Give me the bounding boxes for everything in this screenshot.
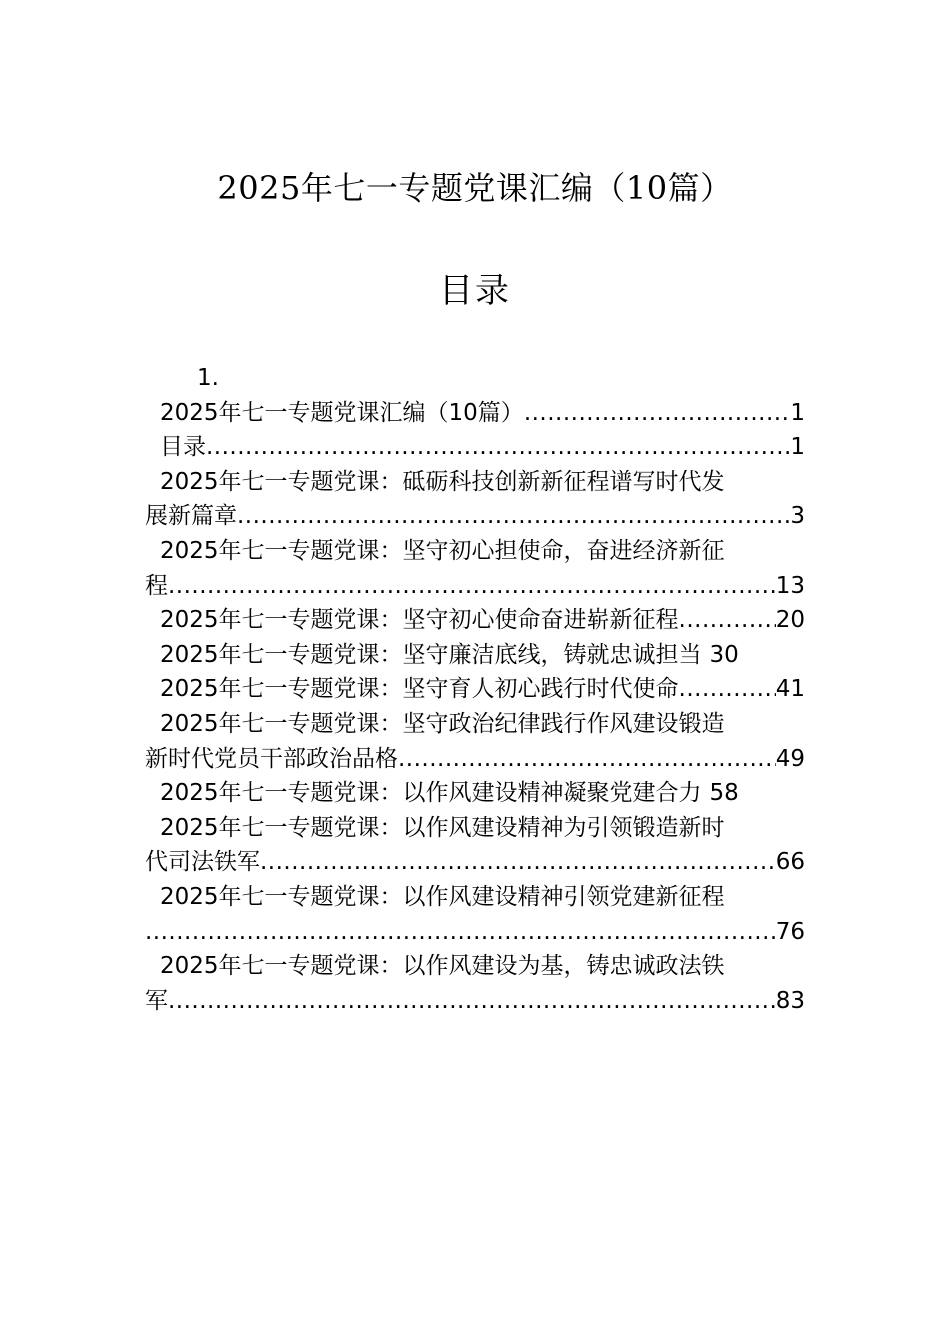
toc-entry[interactable] xyxy=(145,707,805,776)
toc-entry-title-line1: 2025年七一专题党课：坚守政治纪律践行作风建设锻造 xyxy=(160,710,725,737)
toc-entry-page: 3 xyxy=(790,503,805,530)
toc-leader-dots xyxy=(168,984,776,1019)
toc-entry-title-line2: 展新篇章 xyxy=(145,503,237,530)
toc-leader-dots xyxy=(237,499,790,534)
toc-entry[interactable] xyxy=(145,811,805,880)
toc-entry-page: 49 xyxy=(775,745,805,772)
toc-leader-dots xyxy=(398,742,776,777)
toc-entry-title: 2025年七一专题党课：坚守初心使命奋进崭新征程 xyxy=(160,607,679,634)
toc-leader-dots xyxy=(524,396,791,431)
document-title: 2025年七一专题党课汇编（10篇） xyxy=(217,169,733,207)
toc-list-number: 1. xyxy=(197,365,219,391)
toc-entry-page: 76 xyxy=(775,918,805,945)
toc-leader-dots xyxy=(168,569,776,604)
toc-entry-title: 2025年七一专题党课：坚守廉洁底线，铸就忠诚担当 xyxy=(160,641,702,668)
toc-heading: 目录 xyxy=(439,271,511,311)
toc-entry-page: 1 xyxy=(790,434,805,461)
toc-entry-page: 66 xyxy=(775,849,805,876)
toc-entry[interactable] xyxy=(145,776,805,811)
toc-leader-dots xyxy=(679,603,776,638)
toc-entry-title-line2: 军 xyxy=(145,987,168,1014)
toc-entry-page: 30 xyxy=(709,641,739,668)
toc-entry-title-line2: 新时代党员干部政治品格 xyxy=(145,745,398,772)
toc-entry-page: 1 xyxy=(790,399,805,426)
toc-leader-dots xyxy=(260,845,776,880)
toc-entry-title: 2025年七一专题党课：坚守育人初心践行时代使命 xyxy=(160,676,679,703)
toc-entry-title-line2: 程 xyxy=(145,572,168,599)
toc-entry[interactable] xyxy=(145,465,805,534)
toc-entry[interactable] xyxy=(145,672,805,707)
toc-entry-page: 41 xyxy=(775,676,805,703)
toc-entry-title-line1: 2025年七一专题党课：坚守初心担使命，奋进经济新征 xyxy=(160,537,725,564)
toc-entry-title-line1: 2025年七一专题党课：以作风建设精神为引领锻造新时 xyxy=(160,814,725,841)
toc-entry-title: 2025年七一专题党课汇编（10篇） xyxy=(160,399,524,426)
toc-leader-dots xyxy=(145,915,776,950)
toc-entry[interactable] xyxy=(145,603,805,638)
table-of-contents xyxy=(145,361,805,1018)
toc-entry-title: 2025年七一专题党课：以作风建设精神凝聚党建合力 xyxy=(160,780,702,807)
toc-leader-dots xyxy=(679,672,776,707)
toc-entry-title-line1: 2025年七一专题党课：砥砺科技创新新征程谱写时代发 xyxy=(160,468,725,495)
toc-entry-page: 58 xyxy=(709,780,739,807)
toc-entry[interactable] xyxy=(145,949,805,1018)
toc-entry-title-line1: 2025年七一专题党课：以作风建设为基，铸忠诚政法铁 xyxy=(160,953,725,980)
toc-entry-page: 13 xyxy=(775,572,805,599)
toc-entry-page: 20 xyxy=(775,607,805,634)
toc-entry[interactable] xyxy=(145,638,805,673)
toc-entry-title-line1: 2025年七一专题党课：以作风建设精神引领党建新征程 xyxy=(160,883,725,910)
toc-entry-page: 83 xyxy=(775,987,805,1014)
toc-entry[interactable] xyxy=(145,534,805,603)
toc-leader-dots xyxy=(206,430,790,465)
toc-entry[interactable] xyxy=(145,396,805,431)
toc-entry[interactable] xyxy=(145,430,805,465)
toc-entry-title: 目录 xyxy=(160,434,206,461)
toc-entry[interactable] xyxy=(145,880,805,949)
toc-entry-title-line2: 代司法铁军 xyxy=(145,849,260,876)
